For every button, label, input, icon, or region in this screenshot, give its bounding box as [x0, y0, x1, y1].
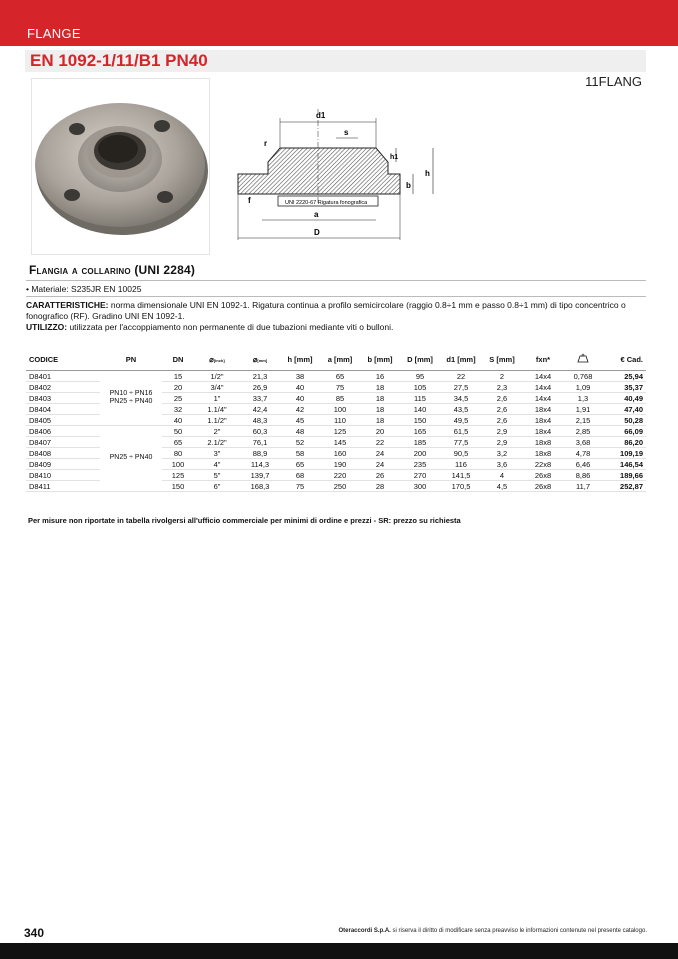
- cell-od: 26,9: [240, 382, 280, 393]
- cell-h: 42: [280, 404, 320, 415]
- characteristics-label: CARATTERISTICHE:: [26, 300, 109, 310]
- cell-a: 250: [320, 481, 360, 492]
- cell-s: 4,5: [482, 481, 522, 492]
- cell-D: 95: [400, 371, 440, 382]
- bottom-bar: [0, 943, 678, 959]
- col-codice: CODICE: [26, 348, 100, 371]
- cell-D: 235: [400, 459, 440, 470]
- cell-dn: 65: [162, 437, 194, 448]
- col-S: S [mm]: [482, 348, 522, 371]
- cell-price: 35,37: [602, 382, 646, 393]
- table-row: [26, 426, 646, 437]
- cell-code: D8404: [26, 404, 100, 415]
- cell-weight: 1,09: [564, 382, 602, 393]
- cell-dn: 100: [162, 459, 194, 470]
- cell-d1: 90,5: [440, 448, 482, 459]
- cell-fxn: 18x4: [522, 415, 564, 426]
- cell-a: 160: [320, 448, 360, 459]
- cell-d1: 22: [440, 371, 482, 382]
- cell-code: D8402: [26, 382, 100, 393]
- col-outer-diameter: [240, 348, 280, 371]
- cell-od: 88,9: [240, 448, 280, 459]
- cell-D: 270: [400, 470, 440, 481]
- cell-b: 24: [360, 448, 400, 459]
- cell-fxn: 18x8: [522, 448, 564, 459]
- col-thread-size: [194, 348, 240, 371]
- divider: [26, 296, 646, 297]
- cell-b: 24: [360, 459, 400, 470]
- cell-weight: 6,46: [564, 459, 602, 470]
- cell-D: 115: [400, 393, 440, 404]
- cell-code: D8407: [26, 437, 100, 448]
- product-photo: [31, 78, 210, 255]
- cell-D: 300: [400, 481, 440, 492]
- flange-image: [32, 79, 209, 254]
- cell-s: 3,2: [482, 448, 522, 459]
- cell-weight: 8,86: [564, 470, 602, 481]
- cell-h: 40: [280, 393, 320, 404]
- cell-code: D8405: [26, 415, 100, 426]
- cell-h: 58: [280, 448, 320, 459]
- cell-a: 220: [320, 470, 360, 481]
- label-a: a: [314, 210, 319, 219]
- cell-a: 100: [320, 404, 360, 415]
- cell-b: 28: [360, 481, 400, 492]
- cell-fxn: 22x8: [522, 459, 564, 470]
- cell-b: 18: [360, 404, 400, 415]
- drawing-note: UNI 2220-67 Rigatura fonografica: [285, 200, 368, 206]
- pn-range-2: PN25 ÷ PN40: [109, 398, 153, 405]
- cell-s: 4: [482, 470, 522, 481]
- cell-pn-group: PN25 ÷ PN40: [100, 426, 162, 492]
- cell-D: 140: [400, 404, 440, 415]
- footer-text: si riserva il diritto di modificare senza preavviso le informazioni contenute nel presente catalogo.: [390, 928, 647, 934]
- cell-a: 190: [320, 459, 360, 470]
- table-header-row: [26, 348, 646, 371]
- cell-d1: 61,5: [440, 426, 482, 437]
- weight-kg-icon: [576, 353, 590, 363]
- label-f: f: [248, 196, 251, 205]
- cell-fxn: 14x4: [522, 393, 564, 404]
- cell-dn: 50: [162, 426, 194, 437]
- pn-range-1: PN10 ÷ PN16: [109, 389, 153, 397]
- cell-weight: 1,91: [564, 404, 602, 415]
- cell-weight: 2,15: [564, 415, 602, 426]
- cell-od: 48,3: [240, 415, 280, 426]
- cell-weight: 2,85: [564, 426, 602, 437]
- cell-dn: 20: [162, 382, 194, 393]
- cell-dn: 15: [162, 371, 194, 382]
- divider: [26, 280, 646, 281]
- characteristics-text: norma dimensionale UNI EN 1092-1. Rigatura continua a profilo semicircolare (raggio 0.8÷1 mm e passo 0.8÷1 mm) di tipo concentrico o fonografico (RF). Gradino UNI EN 1092-1.: [26, 300, 626, 321]
- cell-fxn: 14x4: [522, 382, 564, 393]
- cell-D: 165: [400, 426, 440, 437]
- section-header-bar: [0, 0, 678, 46]
- cell-code: D8411: [26, 481, 100, 492]
- cell-code: D8403: [26, 393, 100, 404]
- cell-weight: 3,68: [564, 437, 602, 448]
- cell-pn-group: [100, 371, 162, 426]
- cell-a: 110: [320, 415, 360, 426]
- cell-inch: 1/2": [194, 371, 240, 382]
- cell-s: 2,6: [482, 415, 522, 426]
- cell-dn: 32: [162, 404, 194, 415]
- cell-b: 22: [360, 437, 400, 448]
- footer-disclaimer: [339, 928, 648, 934]
- flange-section-diagram: [228, 104, 448, 244]
- product-table: [26, 348, 646, 492]
- cell-od: 168,3: [240, 481, 280, 492]
- cell-D: 185: [400, 437, 440, 448]
- label-h1: h1: [390, 154, 399, 161]
- cell-D: 105: [400, 382, 440, 393]
- cell-code: D8409: [26, 459, 100, 470]
- label-s: s: [344, 128, 349, 137]
- cell-fxn: 14x4: [522, 371, 564, 382]
- cell-d1: 27,5: [440, 382, 482, 393]
- cell-price: 25,94: [602, 371, 646, 382]
- cell-code: D8410: [26, 470, 100, 481]
- cell-weight: 1,3: [564, 393, 602, 404]
- cell-price: 146,54: [602, 459, 646, 470]
- cell-a: 125: [320, 426, 360, 437]
- cell-fxn: 18x4: [522, 426, 564, 437]
- cell-weight: 11,7: [564, 481, 602, 492]
- cell-price: 66,09: [602, 426, 646, 437]
- cell-od: 33,7: [240, 393, 280, 404]
- cell-s: 2,3: [482, 382, 522, 393]
- cell-inch: 2.1/2": [194, 437, 240, 448]
- cell-a: 85: [320, 393, 360, 404]
- cell-b: 18: [360, 393, 400, 404]
- cell-b: 18: [360, 415, 400, 426]
- cell-price: 40,49: [602, 393, 646, 404]
- cell-inch: 6": [194, 481, 240, 492]
- cell-code: D8406: [26, 426, 100, 437]
- cell-d1: 43,5: [440, 404, 482, 415]
- product-title-bar: [25, 50, 646, 72]
- cell-inch: 4": [194, 459, 240, 470]
- cell-price: 109,19: [602, 448, 646, 459]
- cell-dn: 150: [162, 481, 194, 492]
- cell-d1: 170,5: [440, 481, 482, 492]
- col-fxn: fxn*: [522, 348, 564, 371]
- cell-od: 139,7: [240, 470, 280, 481]
- cell-s: 2,6: [482, 404, 522, 415]
- usage-label: UTILIZZO:: [26, 322, 68, 332]
- cell-h: 45: [280, 415, 320, 426]
- cell-d1: 34,5: [440, 393, 482, 404]
- cell-b: 20: [360, 426, 400, 437]
- cell-code: D8408: [26, 448, 100, 459]
- diameter-mm-icon: ⌀[mm]: [252, 354, 268, 364]
- cell-fxn: 26x8: [522, 470, 564, 481]
- usage-text: utilizzata per l'accoppiamento non permanente di due tubazioni mediante viti o bulloni.: [67, 322, 394, 332]
- cell-s: 2: [482, 371, 522, 382]
- col-a: a [mm]: [320, 348, 360, 371]
- cell-s: 2,6: [482, 393, 522, 404]
- col-weight: [564, 348, 602, 371]
- catalog-code: 11FLANG: [585, 74, 642, 89]
- cell-price: 252,87: [602, 481, 646, 492]
- cell-price: 86,20: [602, 437, 646, 448]
- cell-a: 75: [320, 382, 360, 393]
- cell-a: 65: [320, 371, 360, 382]
- cell-d1: 141,5: [440, 470, 482, 481]
- cell-dn: 125: [162, 470, 194, 481]
- cell-inch: 1.1/2": [194, 415, 240, 426]
- cell-h: 48: [280, 426, 320, 437]
- product-description: [26, 300, 648, 333]
- technical-drawing: [228, 104, 448, 244]
- cell-s: 3,6: [482, 459, 522, 470]
- cell-dn: 25: [162, 393, 194, 404]
- cell-d1: 77,5: [440, 437, 482, 448]
- cell-fxn: 18x4: [522, 404, 564, 415]
- cell-od: 21,3: [240, 371, 280, 382]
- cell-h: 52: [280, 437, 320, 448]
- cell-a: 145: [320, 437, 360, 448]
- col-price: € Cad.: [602, 348, 646, 371]
- cell-D: 200: [400, 448, 440, 459]
- table-note: Per misure non riportate in tabella rivolgersi all'ufficio commerciale per minimi di ordine e prezzi - SR: prezzo su richiesta: [28, 516, 461, 525]
- cell-fxn: 18x8: [522, 437, 564, 448]
- cell-fxn: 26x8: [522, 481, 564, 492]
- label-r: r: [264, 139, 268, 148]
- col-d1: d1 [mm]: [440, 348, 482, 371]
- cell-od: 60,3: [240, 426, 280, 437]
- cell-s: 2,9: [482, 437, 522, 448]
- cell-d1: 116: [440, 459, 482, 470]
- page-number: 340: [24, 926, 45, 940]
- cell-inch: 3": [194, 448, 240, 459]
- cell-weight: 4,78: [564, 448, 602, 459]
- cell-b: 18: [360, 382, 400, 393]
- cell-od: 114,3: [240, 459, 280, 470]
- label-D: D: [314, 228, 320, 237]
- cell-inch: 3/4": [194, 382, 240, 393]
- material-line: • Materiale: S235JR EN 10025: [26, 284, 142, 294]
- label-b: b: [406, 181, 411, 190]
- cell-dn: 40: [162, 415, 194, 426]
- section-title: FLANGE: [27, 26, 81, 41]
- product-subtitle: Flangia a collarino (UNI 2284): [29, 263, 196, 277]
- label-d1: d1: [316, 111, 326, 120]
- cell-weight: 0,768: [564, 371, 602, 382]
- cell-h: 65: [280, 459, 320, 470]
- diameter-inch-icon: ⌀[inch]: [209, 354, 225, 364]
- footer-company: Oteraccordi S.p.A.: [338, 928, 391, 934]
- cell-inch: 1.1/4": [194, 404, 240, 415]
- cell-dn: 80: [162, 448, 194, 459]
- cell-od: 42,4: [240, 404, 280, 415]
- cell-s: 2,9: [482, 426, 522, 437]
- cell-b: 16: [360, 371, 400, 382]
- cell-price: 50,28: [602, 415, 646, 426]
- product-title: EN 1092-1/11/B1 PN40: [30, 51, 208, 70]
- col-D: D [mm]: [400, 348, 440, 371]
- label-h: h: [425, 169, 430, 178]
- cell-price: 189,66: [602, 470, 646, 481]
- cell-h: 75: [280, 481, 320, 492]
- cell-price: 47,40: [602, 404, 646, 415]
- cell-b: 26: [360, 470, 400, 481]
- cell-inch: 1": [194, 393, 240, 404]
- col-h: h [mm]: [280, 348, 320, 371]
- cell-code: D8401: [26, 371, 100, 382]
- cell-d1: 49,5: [440, 415, 482, 426]
- col-pn: PN: [100, 348, 162, 371]
- cell-inch: 5": [194, 470, 240, 481]
- col-b: b [mm]: [360, 348, 400, 371]
- cell-h: 40: [280, 382, 320, 393]
- cell-h: 38: [280, 371, 320, 382]
- col-dn: DN: [162, 348, 194, 371]
- cell-inch: 2": [194, 426, 240, 437]
- table-row: [26, 371, 646, 382]
- cell-od: 76,1: [240, 437, 280, 448]
- cell-D: 150: [400, 415, 440, 426]
- cell-h: 68: [280, 470, 320, 481]
